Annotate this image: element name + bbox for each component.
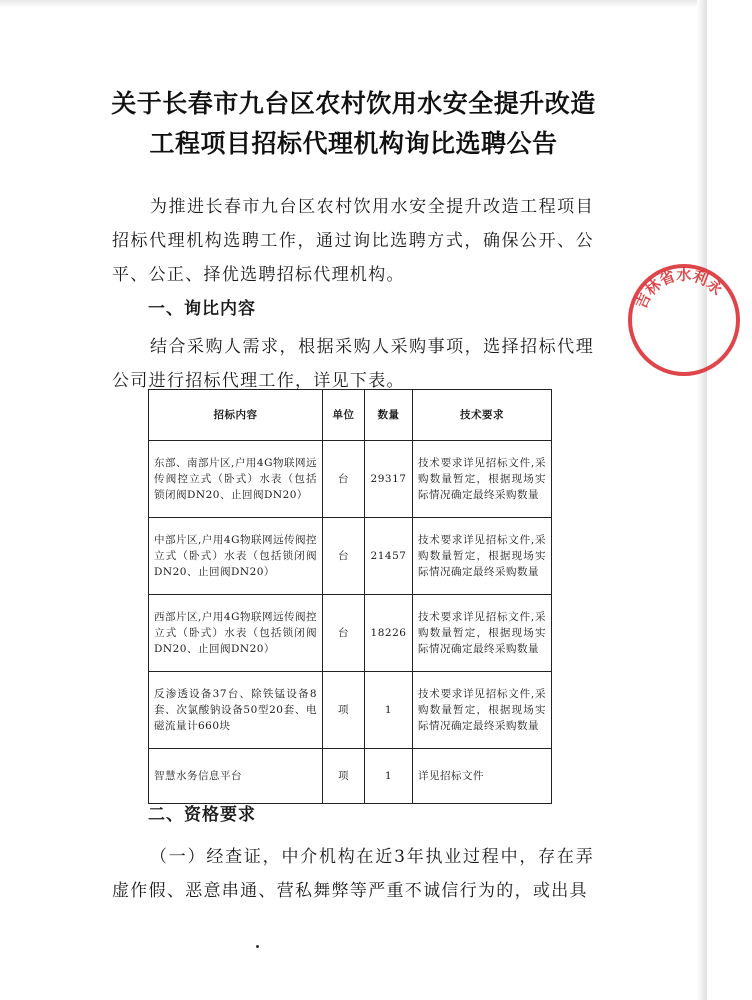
cell-content: 反渗透设备37台、除铁锰设备8套、次氯酸钠设备50型20套、电磁流量计660块 <box>149 672 323 749</box>
title-line-1: 关于长春市九台区农村饮用水安全提升改造 <box>111 89 596 118</box>
official-seal-stamp <box>622 258 752 388</box>
table-row <box>149 672 552 749</box>
table-row <box>149 595 552 672</box>
page-edge-shadow <box>0 0 707 8</box>
cell-unit: 项 <box>323 672 365 749</box>
cell-content: 中部片区,户用4G物联网远传阀控立式（卧式）水表（包括锁闭阀DN20、止回阀DN20） <box>149 518 323 595</box>
seal-text: 吉林省水利永 <box>631 265 727 312</box>
cell-quantity: 29317 <box>365 441 413 518</box>
header-content: 招标内容 <box>149 390 323 441</box>
section-2-heading: 二、资格要求 <box>148 805 256 825</box>
cell-unit: 台 <box>323 595 365 672</box>
cell-quantity: 1 <box>365 672 413 749</box>
table-header-row <box>149 390 552 441</box>
header-unit: 单位 <box>323 390 365 441</box>
cell-requirement: 技术要求详见招标文件,采购数量暂定，根据现场实际情况确定最终采购数量 <box>413 441 552 518</box>
intro-paragraph: 为推进长春市九台区农村饮用水安全提升改造工程项目招标代理机构选聘工作，通过询比选聘方式，确保公开、公平、公正、择优选聘招标代理机构。 <box>112 197 594 285</box>
header-quantity: 数量 <box>365 390 413 441</box>
cell-quantity: 1 <box>365 749 413 804</box>
page-edge-shadow-right <box>697 0 707 1000</box>
cell-content: 智慧水务信息平台 <box>149 749 323 804</box>
document-title <box>70 84 637 164</box>
cell-unit: 台 <box>323 441 365 518</box>
page-speck <box>256 945 259 948</box>
cell-requirement: 技术要求详见招标文件,采购数量暂定，根据现场实际情况确定最终采购数量 <box>413 672 552 749</box>
table-row <box>149 749 552 804</box>
cell-requirement: 技术要求详见招标文件,采购数量暂定，根据现场实际情况确定最终采购数量 <box>413 595 552 672</box>
cell-quantity: 18226 <box>365 595 413 672</box>
bid-content-table <box>148 389 552 804</box>
cell-quantity: 21457 <box>365 518 413 595</box>
title-line-2: 工程项目招标代理机构询比选聘公告 <box>149 129 558 158</box>
header-requirement: 技术要求 <box>413 390 552 441</box>
svg-text:吉林省水利永 <box>632 266 726 312</box>
section-2-body: （一）经查证，中介机构在近3年执业过程中，存在弄虚作假、恶意串通、营私舞弊等严重不诚信行为的，或出具 <box>112 847 594 901</box>
cell-unit: 项 <box>323 749 365 804</box>
section-1-body: 结合采购人需求，根据采购人采购事项，选择招标代理公司进行招标代理工作，详见下表。 <box>112 337 594 391</box>
table-row <box>149 518 552 595</box>
cell-content: 西部片区,户用4G物联网远传阀控立式（卧式）水表（包括锁闭阀DN20、止回阀DN20） <box>149 595 323 672</box>
table-row <box>149 441 552 518</box>
cell-unit: 台 <box>323 518 365 595</box>
cell-content: 东部、南部片区,户用4G物联网远传阀控立式（卧式）水表（包括锁闭阀DN20、止回阀DN20） <box>149 441 323 518</box>
cell-requirement: 技术要求详见招标文件,采购数量暂定，根据现场实际情况确定最终采购数量 <box>413 518 552 595</box>
cell-requirement: 详见招标文件 <box>413 749 552 804</box>
section-1-heading: 一、询比内容 <box>148 299 256 319</box>
